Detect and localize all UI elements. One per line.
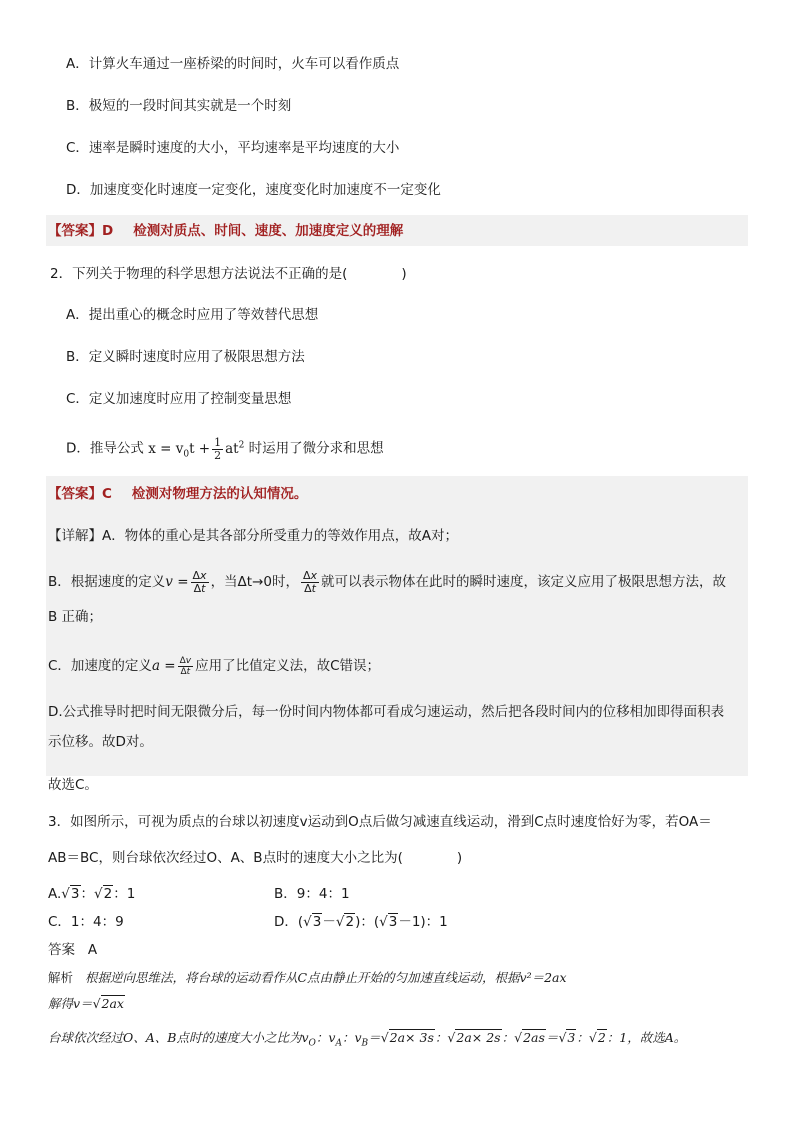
q2-option-c: C．定义加速度时应用了控制变量思想 [66,391,292,407]
q2-detail-d: D.公式推导时把时间无限微分后，每一份时间内物体都可看成匀速运动，然后把各段时间内的位移相加即得面积表 [48,704,725,720]
q3-stem-line2: AB＝BC，则台球依次经过O、A、B点时的速度大小之比为( ) [48,850,463,866]
q3-stem-line1: 3．如图所示，可视为质点的台球以初速度v运动到O点后做匀减速直线运动，滑到C点时速度恰好为零，若OA＝ [48,814,712,830]
q2-detail-c: C．加速度的定义a = $\frac{\Delta v}{\Delta t}$ 应用了比值定义法，故C错误； [48,655,381,677]
q2-answer-note: 检测对物理方法的认知情况。 [131,486,308,502]
q3-option-b: B．9：4：1 [274,886,350,902]
q3-answer: 答案 A [48,942,98,958]
q3-option-d: D．(√3－√2)：(√3－1)：1 [274,914,448,930]
q2-detail-b-cont: B 正确； [48,609,103,625]
q3-analysis-line2: 解得v＝√2ax [48,996,124,1011]
q1-answer [48,221,403,241]
q2-answer [48,484,307,504]
q2-answer-box [46,476,748,776]
q2-conclusion: 故选C。 [48,777,98,793]
displacement-formula: $x = v_0t$ + $\frac{1}{2}$ $at^2$ [148,435,245,462]
q3-analysis-line3: 台球依次经过O、A、B点时的速度大小之比为$v_O$：$v_A$：$v_B=√2a\times 3s$：√2a× 2s：√2as＝√3：√2：1，故选A。 [48,1030,687,1049]
q1-option-a: A．计算火车通过一座桥梁的时间时，火车可以看作质点 [66,56,400,72]
q2-option-d: D．推导公式 $x = v_0t$ + $\frac{1}{2}$ $at^2$ 时运用了微分求和思想 [66,435,384,462]
q1-option-b: B．极短的一段时间其实就是一个时刻 [66,98,292,114]
q3-option-a: A.√3：√2：1 [48,886,136,902]
q2-answer-label: 【答案】C [48,486,112,502]
q2-detail-d-cont: 示位移。故D对。 [48,734,153,750]
q2-option-b: B．定义瞬时速度时应用了极限思想方法 [66,349,305,365]
q2-stem: 2．下列关于物理的科学思想方法说法不正确的是( ) [50,266,407,282]
q3-option-c: C．1：4：9 [48,914,124,930]
q1-answer-note: 检测对质点、时间、速度、加速度定义的理解 [133,223,404,239]
q1-answer-label: 【答案】D [48,223,114,239]
q3-analysis-line1: 解析 根据逆向思维法，将台球的运动看作从C点由静止开始的匀加速直线运动，根据v²＝2ax [48,970,567,985]
q2-detail-a: 【详解】A．物体的重心是其各部分所受重力的等效作用点，故A对； [48,528,458,544]
q2-option-a: A．提出重心的概念时应用了等效替代思想 [66,307,319,323]
q1-option-c: C．速率是瞬时速度的大小，平均速率是平均速度的大小 [66,140,400,156]
q1-option-d: D．加速度变化时速度一定变化，速度变化时加速度不一定变化 [66,182,441,198]
q2-detail-b: B．根据速度的定义v = $\frac{\Delta x}{\Delta t}$ ，当Δt→0时， $\frac{\Delta x}{\Delta t}$ 就可以表示物体在此时的瞬时速度，该定义应用了极限思想方法，故 [48,568,727,595]
